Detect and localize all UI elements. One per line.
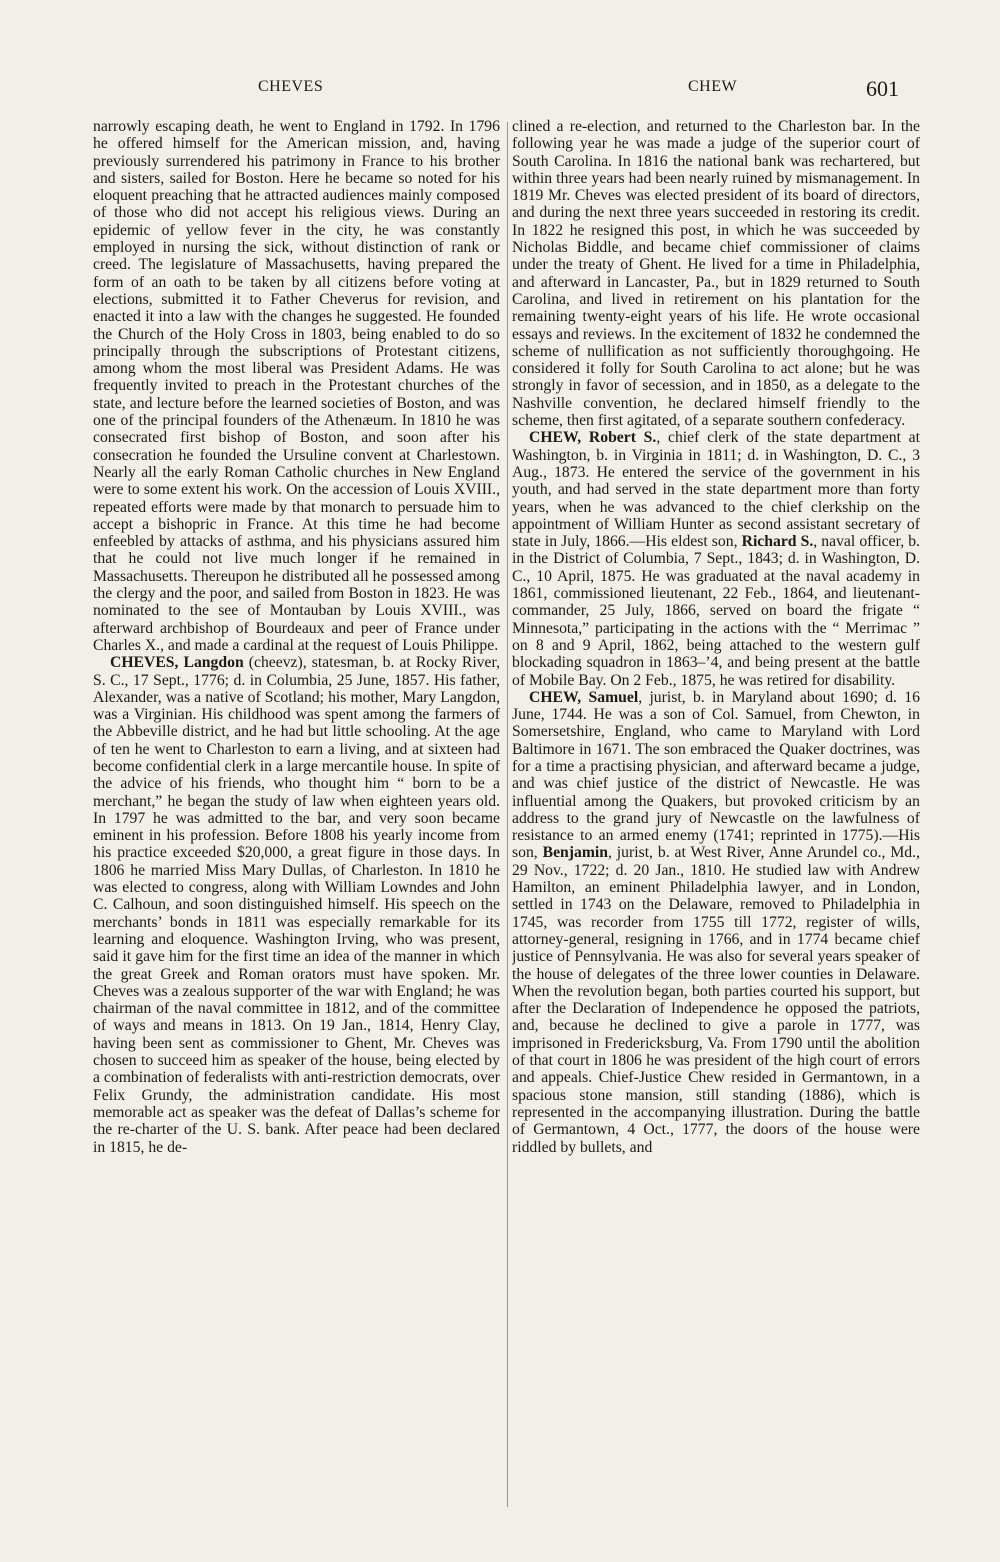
headword: CHEW, Robert S.: [529, 429, 657, 447]
right-column: [512, 118, 920, 1508]
column-divider: [507, 122, 508, 1507]
entry-cheves-continued: [512, 118, 920, 429]
paragraph-text: , chief clerk of the state department at Washington, b. in Virginia in 1811; d. in Washington, D. C., 3 Aug., 1873. He entered the service of the government in his youth, and had served in the state department more than forty years, when he was advanced to the chief clerkship on the appointment of William Hunter as second assistant secretary of state in July, 1866.—His eldest son,: [512, 429, 920, 551]
header-left-word: CHEVES: [258, 78, 324, 95]
subentry-name: Richard S.: [741, 533, 814, 551]
entry-cheves-langdon: [93, 654, 500, 1156]
left-column: [93, 118, 500, 1508]
paragraph-text: , jurist, b. in Maryland about 1690; d. 16 June, 1744. He was a son of Col. Samuel, from Chewton, in Somersetshire, England, who came to Maryland with Lord Baltimore in 1671. The son embraced the Quaker doctrines, was for a time a practising physician, and afterward became a judge, and was chief justice of the district of Newcastle. He was influential among the Quakers, but provoked criticism by an address to the grand jury of Newcastle on the lawfulness of resistance to an armed enemy (1741; reprinted in 1775).—His son,: [512, 688, 920, 862]
paragraph-text: clined a re-election, and returned to the Charleston bar. In the following year he was made a judge of the superior court of South Carolina. In 1816 the national bank was rechartered, but within three years had been nearly ruined by mismanagement. In 1819 Mr. Cheves was elected president of its board of directors, and during the next three years succeeded in restoring its credit. In 1822 he resigned this post, in which he was succeeded by Nicholas Biddle, and became chief commissioner of claims under the treaty of Ghent. He lived for a time in Philadelphia, and afterward in Lancaster, Pa., but in 1829 returned to South Carolina, and lived in retirement on his plantation for the remaining twenty-eight years of his life. He wrote occasional essays and reviews. In the excitement of 1832 he condemned the scheme of nullification as not sufficiently thoroughgoing. He considered it folly for South Carolina to act alone; but he was strongly in favor of secession, and in 1850, as a delegate to the Nashville convention, he declared himself friendly to the scheme, then first agitated, of a separate southern confederacy.: [512, 118, 920, 430]
headword: CHEVES, Langdon: [110, 654, 244, 672]
headword: CHEW, Samuel: [529, 688, 639, 706]
paragraph-text: , jurist, b. at West River, Anne Arundel co., Md., 29 Nov., 1722; d. 20 Jan., 1810. He studied law with Andrew Hamilton, an eminent Philadelphia lawyer, and in London, settled in 1743 on the Delaware, removed to Philadelphia in 1745, was recorder from 1755 till 1772, register of wills, attorney-general, resigning in 1766, and in 1774 became chief justice of Pennsylvania. He was also for several years speaker of the house of delegates of the three lower counties in Delaware. When the revolution began, both parties courted his support, but after the Declaration of Independence he opposed the patriots, and, because he declined to give a parole in 1777, was imprisoned in Fredericksburg, Va. From 1790 until the abolition of that court in 1806 he was president of the high court of errors and appeals. Chief-Justice Chew resided in Germantown, in a spacious stone mansion, still standing (1886), which is represented in the accompanying illustration. During the battle of Germantown, 4 Oct., 1777, the doors of the house were riddled by bullets, and: [512, 844, 920, 1156]
entry-chew-robert: [512, 429, 920, 688]
entry-chew-samuel: [512, 689, 920, 1156]
paragraph-text: narrowly escaping death, he went to England in 1792. In 1796 he offered himself for the American mission, and, having previously surrendered his patrimony in France to his brother and sisters, sailed for Boston. Here he became so noted for his eloquent preaching that he attracted audiences mainly composed of those who did not accept his religious views. During an epidemic of yellow fever in the city, he was constantly employed in nursing the sick, without distinction of rank or creed. The legislature of Massachusetts, having prepared the form of an oath to be taken by all citizens before voting at elections, submitted it to Father Cheverus for revision, and enacted it into a law with the changes he suggested. He founded the Church of the Holy Cross in 1803, being enabled to do so principally through the subscriptions of Protestant citizens, among whom the most liberal was President Adams. He was frequently invited to preach in the Protestant churches of the state, and lecture before the learned societies of Boston, and was one of the principal founders of the Athenæum. In 1810 he was consecrated first bishop of Boston, and soon after his consecration he founded the Ursuline convent at Charlestown. Nearly all the early Roman Catholic churches in New England were to some extent his work. On the accession of Louis XVIII., repeated efforts were made by that monarch to persuade him to accept a bishopric in France. At this time he had become enfeebled by attacks of asthma, and his physicians assured him that he could not live much longer if he remained in Massachusetts. Thereupon he distributed all he possessed among the clergy and the poor, and sailed from Boston in 1823. He was nominated to the see of Montauban by Louis XVIII., was afterward archbishop of Bourdeaux and peer of France under Charles X., and made a cardinal at the request of Louis Philippe.: [93, 118, 500, 654]
running-head: [0, 70, 1000, 110]
page-number: 601: [866, 76, 899, 101]
paragraph-text: (cheevz), statesman, b. at Rocky River, S. C., 17 Sept., 1776; d. in Columbia, 25 June, 1857. His father, Alexander, was a native of Scotland; his mother, Mary Langdon, was a Virginian. His childhood was spent among the farmers of the Abbeville district, and he had but little schooling. At the age of ten he went to Charleston to earn a living, and at sixteen had become confidential clerk in a large mercantile house. In spite of the advice of his friends, who thought him “ born to be a merchant,” he began the study of law when eighteen years old. In 1797 he was admitted to the bar, and very soon became eminent in his profession. Before 1808 his yearly income from his practice exceeded $20,000, a great figure in those days. In 1806 he married Miss Mary Dullas, of Charleston. In 1810 he was elected to congress, along with William Lowndes and John C. Calhoun, and soon distinguished himself. His speech on the merchants’ bonds in 1811 was especially remarkable for its learning and eloquence. Washington Irving, who was present, said it gave him for the first time an idea of the manner in which the great Greek and Roman orators must have spoken. Mr. Cheves was a zealous supporter of the war with England; he was chairman of the naval committee in 1812, and of the committee of ways and means in 1813. On 19 Jan., 1814, Henry Clay, having been sent as commissioner to Ghent, Mr. Cheves was chosen to succeed him as speaker of the house, being elected by a combination of federalists with anti-restriction democrats, over Felix Grundy, the administration candidate. His most memorable act as speaker was the defeat of Dallas’s scheme for the re-charter of the U. S. bank. After peace had been declared in 1815, he de-: [93, 654, 500, 1156]
subentry-name: Benjamin: [542, 844, 608, 862]
paragraph-text: , naval officer, b. in the District of Columbia, 7 Sept., 1843; d. in Washington, D. C., 10 April, 1875. He was graduated at the naval academy in 1861, commissioned lieutenant, 22 Feb., 1864, and lieutenant-commander, 25 July, 1866, served on board the frigate “ Minnesota,” participating in the actions with the “ Merrimac ” on 8 and 9 April, 1862, being attached to the western gulf blockading squadron in 1863–’4, and being present at the battle of Mobile Bay. On 2 Feb., 1875, he was retired for disability.: [512, 533, 920, 689]
header-right-word: CHEW: [688, 78, 738, 95]
entry-cheverus-continued: [93, 118, 500, 654]
